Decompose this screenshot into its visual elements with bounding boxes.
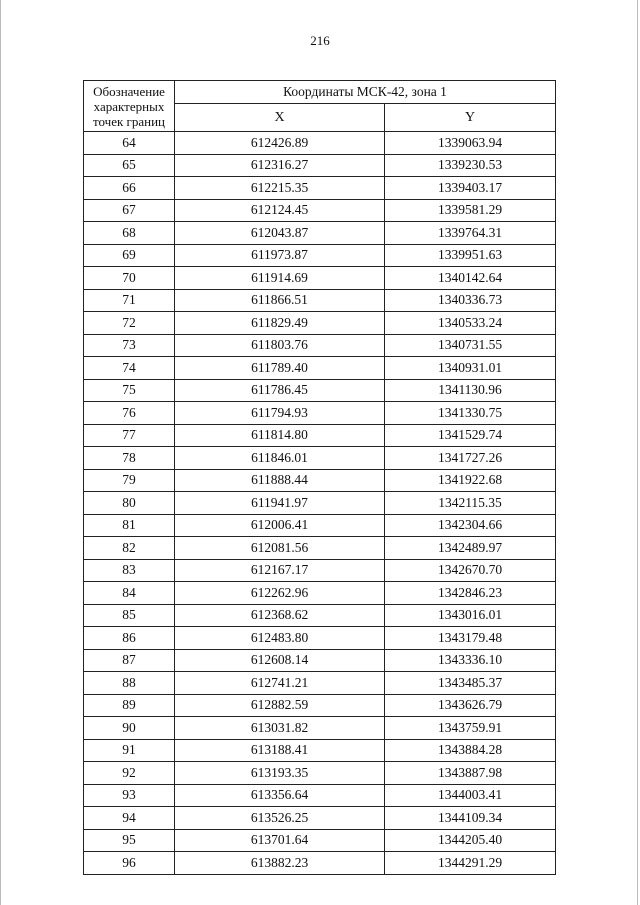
point-cell: 72 <box>84 312 175 335</box>
point-cell: 68 <box>84 222 175 245</box>
x-cell: 613031.82 <box>175 717 385 740</box>
point-cell: 82 <box>84 537 175 560</box>
x-cell: 613356.64 <box>175 784 385 807</box>
y-cell: 1340931.01 <box>385 357 556 380</box>
y-cell: 1342846.23 <box>385 582 556 605</box>
y-cell: 1344205.40 <box>385 829 556 852</box>
table-row <box>84 334 556 357</box>
table-row <box>84 784 556 807</box>
point-cell: 65 <box>84 154 175 177</box>
table-row <box>84 739 556 762</box>
table-row <box>84 424 556 447</box>
y-cell: 1343884.28 <box>385 739 556 762</box>
x-cell: 613526.25 <box>175 807 385 830</box>
table-row <box>84 244 556 267</box>
x-cell: 612124.45 <box>175 199 385 222</box>
y-cell: 1339764.31 <box>385 222 556 245</box>
y-cell: 1344003.41 <box>385 784 556 807</box>
table-row <box>84 402 556 425</box>
x-cell: 613882.23 <box>175 852 385 875</box>
table-row <box>84 154 556 177</box>
point-cell: 96 <box>84 852 175 875</box>
header-row-top <box>84 81 556 104</box>
y-header: Y <box>385 104 556 132</box>
y-cell: 1341922.68 <box>385 469 556 492</box>
table-row <box>84 672 556 695</box>
table-row <box>84 582 556 605</box>
point-cell: 89 <box>84 694 175 717</box>
y-cell: 1344291.29 <box>385 852 556 875</box>
x-cell: 611941.97 <box>175 492 385 515</box>
y-cell: 1343336.10 <box>385 649 556 672</box>
point-cell: 90 <box>84 717 175 740</box>
y-cell: 1339063.94 <box>385 132 556 155</box>
point-cell: 71 <box>84 289 175 312</box>
table-row <box>84 222 556 245</box>
point-cell: 76 <box>84 402 175 425</box>
table-row <box>84 627 556 650</box>
point-cell: 73 <box>84 334 175 357</box>
point-cell: 94 <box>84 807 175 830</box>
table-row <box>84 379 556 402</box>
point-cell: 75 <box>84 379 175 402</box>
x-cell: 611846.01 <box>175 447 385 470</box>
y-cell: 1341330.75 <box>385 402 556 425</box>
y-cell: 1340533.24 <box>385 312 556 335</box>
x-cell: 611814.80 <box>175 424 385 447</box>
point-cell: 66 <box>84 177 175 200</box>
x-cell: 613193.35 <box>175 762 385 785</box>
y-cell: 1340142.64 <box>385 267 556 290</box>
point-cell: 91 <box>84 739 175 762</box>
point-cell: 70 <box>84 267 175 290</box>
point-cell: 86 <box>84 627 175 650</box>
table-row <box>84 199 556 222</box>
point-cell: 84 <box>84 582 175 605</box>
x-cell: 612368.62 <box>175 604 385 627</box>
x-cell: 611789.40 <box>175 357 385 380</box>
x-cell: 611888.44 <box>175 469 385 492</box>
point-cell: 69 <box>84 244 175 267</box>
y-cell: 1343626.79 <box>385 694 556 717</box>
x-cell: 611786.45 <box>175 379 385 402</box>
table-row <box>84 469 556 492</box>
table-row <box>84 559 556 582</box>
y-cell: 1342489.97 <box>385 537 556 560</box>
table-row <box>84 357 556 380</box>
point-cell: 67 <box>84 199 175 222</box>
table-header <box>84 81 556 132</box>
y-cell: 1340731.55 <box>385 334 556 357</box>
point-cell: 79 <box>84 469 175 492</box>
table-row <box>84 717 556 740</box>
point-cell: 80 <box>84 492 175 515</box>
table-row <box>84 852 556 875</box>
point-cell: 83 <box>84 559 175 582</box>
x-cell: 611829.49 <box>175 312 385 335</box>
x-cell: 611914.69 <box>175 267 385 290</box>
table-row <box>84 312 556 335</box>
x-cell: 611866.51 <box>175 289 385 312</box>
coordinates-table <box>83 80 556 875</box>
point-cell: 95 <box>84 829 175 852</box>
point-cell: 77 <box>84 424 175 447</box>
y-cell: 1339230.53 <box>385 154 556 177</box>
x-cell: 612081.56 <box>175 537 385 560</box>
table-row <box>84 762 556 785</box>
y-cell: 1344109.34 <box>385 807 556 830</box>
point-cell: 64 <box>84 132 175 155</box>
table-row <box>84 492 556 515</box>
x-cell: 611794.93 <box>175 402 385 425</box>
scan-left-edge <box>0 0 1 905</box>
x-cell: 612608.14 <box>175 649 385 672</box>
y-cell: 1343485.37 <box>385 672 556 695</box>
y-cell: 1341529.74 <box>385 424 556 447</box>
x-cell: 612741.21 <box>175 672 385 695</box>
y-cell: 1340336.73 <box>385 289 556 312</box>
x-cell: 611803.76 <box>175 334 385 357</box>
table-row <box>84 604 556 627</box>
table-row <box>84 694 556 717</box>
y-cell: 1341130.96 <box>385 379 556 402</box>
y-cell: 1339581.29 <box>385 199 556 222</box>
x-cell: 612006.41 <box>175 514 385 537</box>
table-row <box>84 514 556 537</box>
scan-right-edge <box>637 0 638 905</box>
point-cell: 92 <box>84 762 175 785</box>
x-cell: 612882.59 <box>175 694 385 717</box>
y-cell: 1343759.91 <box>385 717 556 740</box>
point-cell: 81 <box>84 514 175 537</box>
table-row <box>84 537 556 560</box>
y-cell: 1341727.26 <box>385 447 556 470</box>
y-cell: 1343179.48 <box>385 627 556 650</box>
y-cell: 1343887.98 <box>385 762 556 785</box>
designation-header: Обозначение характерных точек границ <box>84 81 175 132</box>
point-cell: 93 <box>84 784 175 807</box>
x-cell: 612483.80 <box>175 627 385 650</box>
y-cell: 1339403.17 <box>385 177 556 200</box>
x-cell: 613188.41 <box>175 739 385 762</box>
table-row <box>84 289 556 312</box>
y-cell: 1342670.70 <box>385 559 556 582</box>
table-row <box>84 807 556 830</box>
table-row <box>84 829 556 852</box>
point-cell: 85 <box>84 604 175 627</box>
x-cell: 612426.89 <box>175 132 385 155</box>
table-row <box>84 447 556 470</box>
y-cell: 1342115.35 <box>385 492 556 515</box>
x-cell: 612043.87 <box>175 222 385 245</box>
y-cell: 1339951.63 <box>385 244 556 267</box>
table-row <box>84 177 556 200</box>
table-row <box>84 267 556 290</box>
point-cell: 74 <box>84 357 175 380</box>
x-cell: 613701.64 <box>175 829 385 852</box>
x-cell: 612316.27 <box>175 154 385 177</box>
x-cell: 611973.87 <box>175 244 385 267</box>
coordinates-header: Координаты МСК-42, зона 1 <box>175 81 556 104</box>
point-cell: 88 <box>84 672 175 695</box>
x-cell: 612215.35 <box>175 177 385 200</box>
page-number: 216 <box>310 33 330 48</box>
y-cell: 1342304.66 <box>385 514 556 537</box>
y-cell: 1343016.01 <box>385 604 556 627</box>
point-cell: 78 <box>84 447 175 470</box>
table-row <box>84 132 556 155</box>
x-cell: 612262.96 <box>175 582 385 605</box>
table-row <box>84 649 556 672</box>
table-body <box>84 132 556 875</box>
x-header: X <box>175 104 385 132</box>
point-cell: 87 <box>84 649 175 672</box>
x-cell: 612167.17 <box>175 559 385 582</box>
